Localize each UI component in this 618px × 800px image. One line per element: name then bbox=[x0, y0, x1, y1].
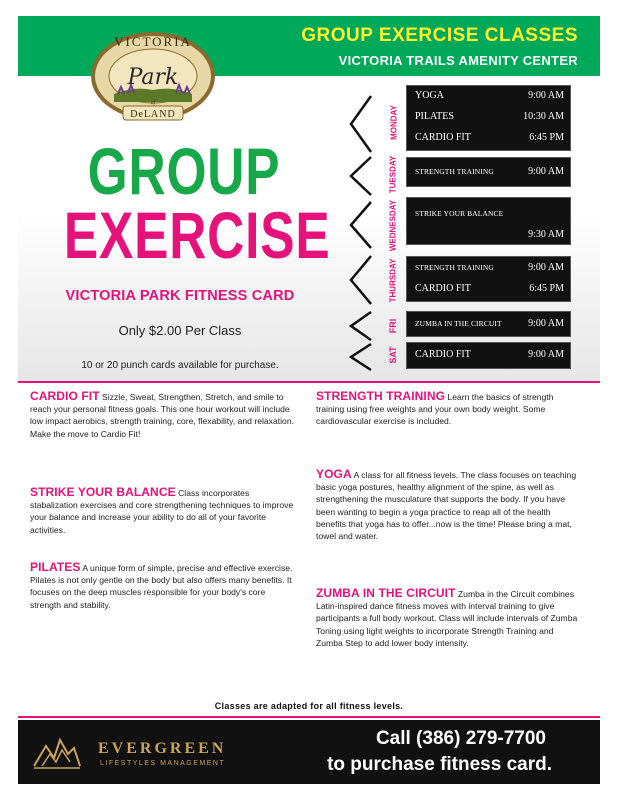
description-yoga bbox=[316, 468, 582, 542]
description-title: STRENGTH TRAINING bbox=[316, 389, 446, 403]
schedule-row bbox=[415, 262, 564, 273]
footer-bar bbox=[18, 720, 600, 784]
divider-top bbox=[18, 381, 600, 383]
schedule-box-saturday bbox=[406, 342, 571, 369]
punch-card-text: 10 or 20 punch cards available for purchase. bbox=[81, 360, 279, 371]
chevron-thursday-icon bbox=[345, 254, 375, 306]
schedule-row bbox=[415, 349, 564, 360]
schedule-row bbox=[415, 229, 564, 240]
day-label-tuesday: TUESDAY bbox=[388, 155, 398, 194]
call-phone[interactable]: Call (386) 279-7700 bbox=[375, 728, 546, 749]
class-time: 9:00 AM bbox=[528, 318, 564, 329]
class-name: CARDIO FIT bbox=[415, 132, 471, 143]
description-title: STRIKE YOUR BALANCE bbox=[30, 485, 176, 499]
schedule-row bbox=[415, 90, 564, 101]
class-time: 6:45 PM bbox=[529, 283, 564, 294]
schedule-box-monday bbox=[406, 85, 571, 151]
hero-title-exercise: EXERCISE bbox=[63, 198, 331, 272]
purchase-text: to purchase fitness card. bbox=[327, 754, 552, 775]
class-time: 6:45 PM bbox=[529, 132, 564, 143]
description-text: A unique form of simple, precise and effective exercise. Pilates is not only gentle on the body but also offers many benefits. It focuses on the deep muscles responsible for your body's core strength and stability. bbox=[30, 563, 293, 610]
victoria-park-logo bbox=[88, 24, 218, 124]
logo-bottom-text: DeLAND bbox=[130, 109, 176, 120]
class-name: PILATES bbox=[415, 111, 454, 122]
chevron-wednesday-icon bbox=[345, 200, 375, 250]
chevron-saturday-icon bbox=[345, 342, 375, 372]
fitness-card-title: VICTORIA PARK FITNESS CARD bbox=[65, 288, 295, 304]
description-title: ZUMBA IN THE CIRCUIT bbox=[316, 586, 456, 600]
header-title: GROUP EXERCISE CLASSES bbox=[301, 25, 578, 46]
class-name: YOGA bbox=[415, 90, 444, 101]
class-name: STRENGTH TRAINING bbox=[415, 167, 494, 176]
description-strike-your-balance bbox=[30, 486, 298, 536]
description-text: Sizzle, Sweat, Strengthen, Stretch, and smile to reach your personal fitness goals. This one hour workout will include low impact aerobics, strength training, core, flexability, and relaxation. Make the move to Cardio Fit! bbox=[30, 392, 294, 439]
class-time: 9:00 AM bbox=[528, 349, 564, 360]
evergreen-logo-icon bbox=[32, 732, 82, 772]
class-name: STRIKE YOUR BALANCE bbox=[415, 209, 504, 218]
description-title: PILATES bbox=[30, 560, 81, 574]
schedule-box-thursday bbox=[406, 256, 571, 302]
evergreen-name: EVERGREEN bbox=[98, 740, 227, 757]
day-label-monday: MONDAY bbox=[389, 105, 399, 140]
description-cardio-fit bbox=[30, 390, 298, 440]
schedule-row bbox=[415, 166, 564, 177]
description-pilates bbox=[30, 561, 298, 611]
description-title: CARDIO FIT bbox=[30, 389, 100, 403]
class-name: CARDIO FIT bbox=[415, 283, 471, 294]
schedule-row bbox=[415, 283, 564, 294]
logo-top-text: VICTORIA bbox=[114, 34, 192, 49]
description-text: Class incorporates stabalization exercises and core strengthening techniques to improve your balance and increase your ability to do all of your favorite activities. bbox=[30, 488, 294, 535]
class-name: ZUMBA IN THE CIRCUIT bbox=[415, 319, 502, 328]
evergreen-subtitle: LIFESTYLES MANAGEMENT bbox=[100, 760, 226, 767]
description-title: YOGA bbox=[316, 467, 352, 481]
schedule-row bbox=[415, 111, 564, 122]
description-text: A class for all fitness levels. The class focuses on teaching basic yoga postures, healthy alignment of the spine, as well as strengthening the musculature that supports the body. If you have been wanting to begin a yoga practice to reap all of the health benefits that yoga has to offer...now is the time! Please bring a mat, towel and water. bbox=[316, 470, 577, 542]
class-time: 9:00 AM bbox=[528, 166, 564, 177]
schedule-box-wednesday bbox=[406, 197, 571, 245]
day-label-thursday: THURSDAY bbox=[388, 258, 398, 303]
class-name: CARDIO FIT bbox=[415, 349, 471, 360]
adapted-note: Classes are adapted for all fitness levels. bbox=[214, 701, 404, 711]
description-strength-training bbox=[316, 390, 582, 428]
divider-bottom bbox=[18, 716, 600, 718]
day-label-wednesday: WEDNESDAY bbox=[388, 199, 398, 252]
price-text: Only $2.00 Per Class bbox=[118, 323, 242, 338]
day-label-saturday: SAT bbox=[388, 346, 398, 364]
description-zumba-in-the-circuit bbox=[316, 587, 582, 649]
chevron-tuesday-icon bbox=[345, 155, 375, 197]
chevron-friday-icon bbox=[345, 310, 375, 342]
description-text: Learn the basics of strength training using free weights and your own body weight. Some cardiovascular exercise is included. bbox=[316, 392, 554, 427]
chevron-monday-icon bbox=[345, 94, 375, 154]
schedule-row bbox=[415, 318, 564, 329]
header-subtitle: VICTORIA TRAILS AMENITY CENTER bbox=[338, 53, 578, 68]
class-time: 9:00 AM bbox=[528, 90, 564, 101]
class-name: STRENGTH TRAINING bbox=[415, 263, 494, 272]
hero-title-group: GROUP bbox=[87, 134, 281, 208]
schedule-row bbox=[415, 209, 564, 218]
class-time: 9:30 AM bbox=[528, 229, 564, 240]
schedule-row bbox=[415, 132, 564, 143]
logo-small-text: of bbox=[150, 100, 156, 106]
schedule-box-friday bbox=[406, 311, 571, 337]
description-text: Zumba in the Circuit combines Latin-inspired dance fitness moves with interval training to give participants a full body workout. Class will include intervals of Zumba Toning using light weights to incorporate Strength Training and Zumba Step to add lower body intensity. bbox=[316, 589, 578, 648]
day-label-friday: FRI bbox=[388, 318, 398, 334]
schedule-box-tuesday bbox=[406, 157, 571, 187]
class-time: 9:00 AM bbox=[528, 262, 564, 273]
logo-middle-text: Park bbox=[127, 65, 179, 90]
class-time: 10:30 AM bbox=[523, 111, 564, 122]
